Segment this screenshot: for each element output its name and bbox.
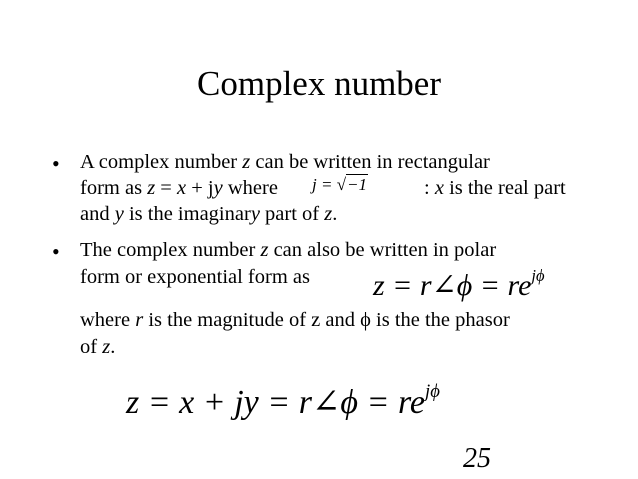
bullet-2-line-3: where r is the magnitude of z and ϕ is the the phasor bbox=[80, 309, 510, 331]
bullet-2-line-1: The complex number z can also be written in polar bbox=[80, 239, 497, 261]
bullet-1-line-2: form as z = x + jy where bbox=[80, 177, 278, 199]
bullet-marker: • bbox=[52, 239, 60, 264]
slide-title: Complex number bbox=[197, 64, 441, 103]
bullet-1-line-2b: : x is the real part bbox=[424, 177, 566, 199]
bullet-1-line-3: and y is the imaginary part of z. bbox=[80, 203, 338, 225]
page-number: 25 bbox=[463, 443, 491, 474]
polar-equation: z = r∠ϕ = $re^{j\phi}$ bbox=[373, 265, 545, 302]
bullet-2-line-2: form or exponential form as bbox=[80, 266, 310, 288]
bullet-1-line-1: A complex number z can be written in rectangular bbox=[80, 151, 490, 173]
bullet-2-line-4: of z. bbox=[80, 336, 116, 358]
main-equation: z = x + jy = r∠ϕ = $re^{j\phi}$ bbox=[126, 381, 440, 421]
bullet-marker: • bbox=[52, 151, 60, 176]
sqrt-equation: j = √−1 bbox=[312, 175, 368, 194]
